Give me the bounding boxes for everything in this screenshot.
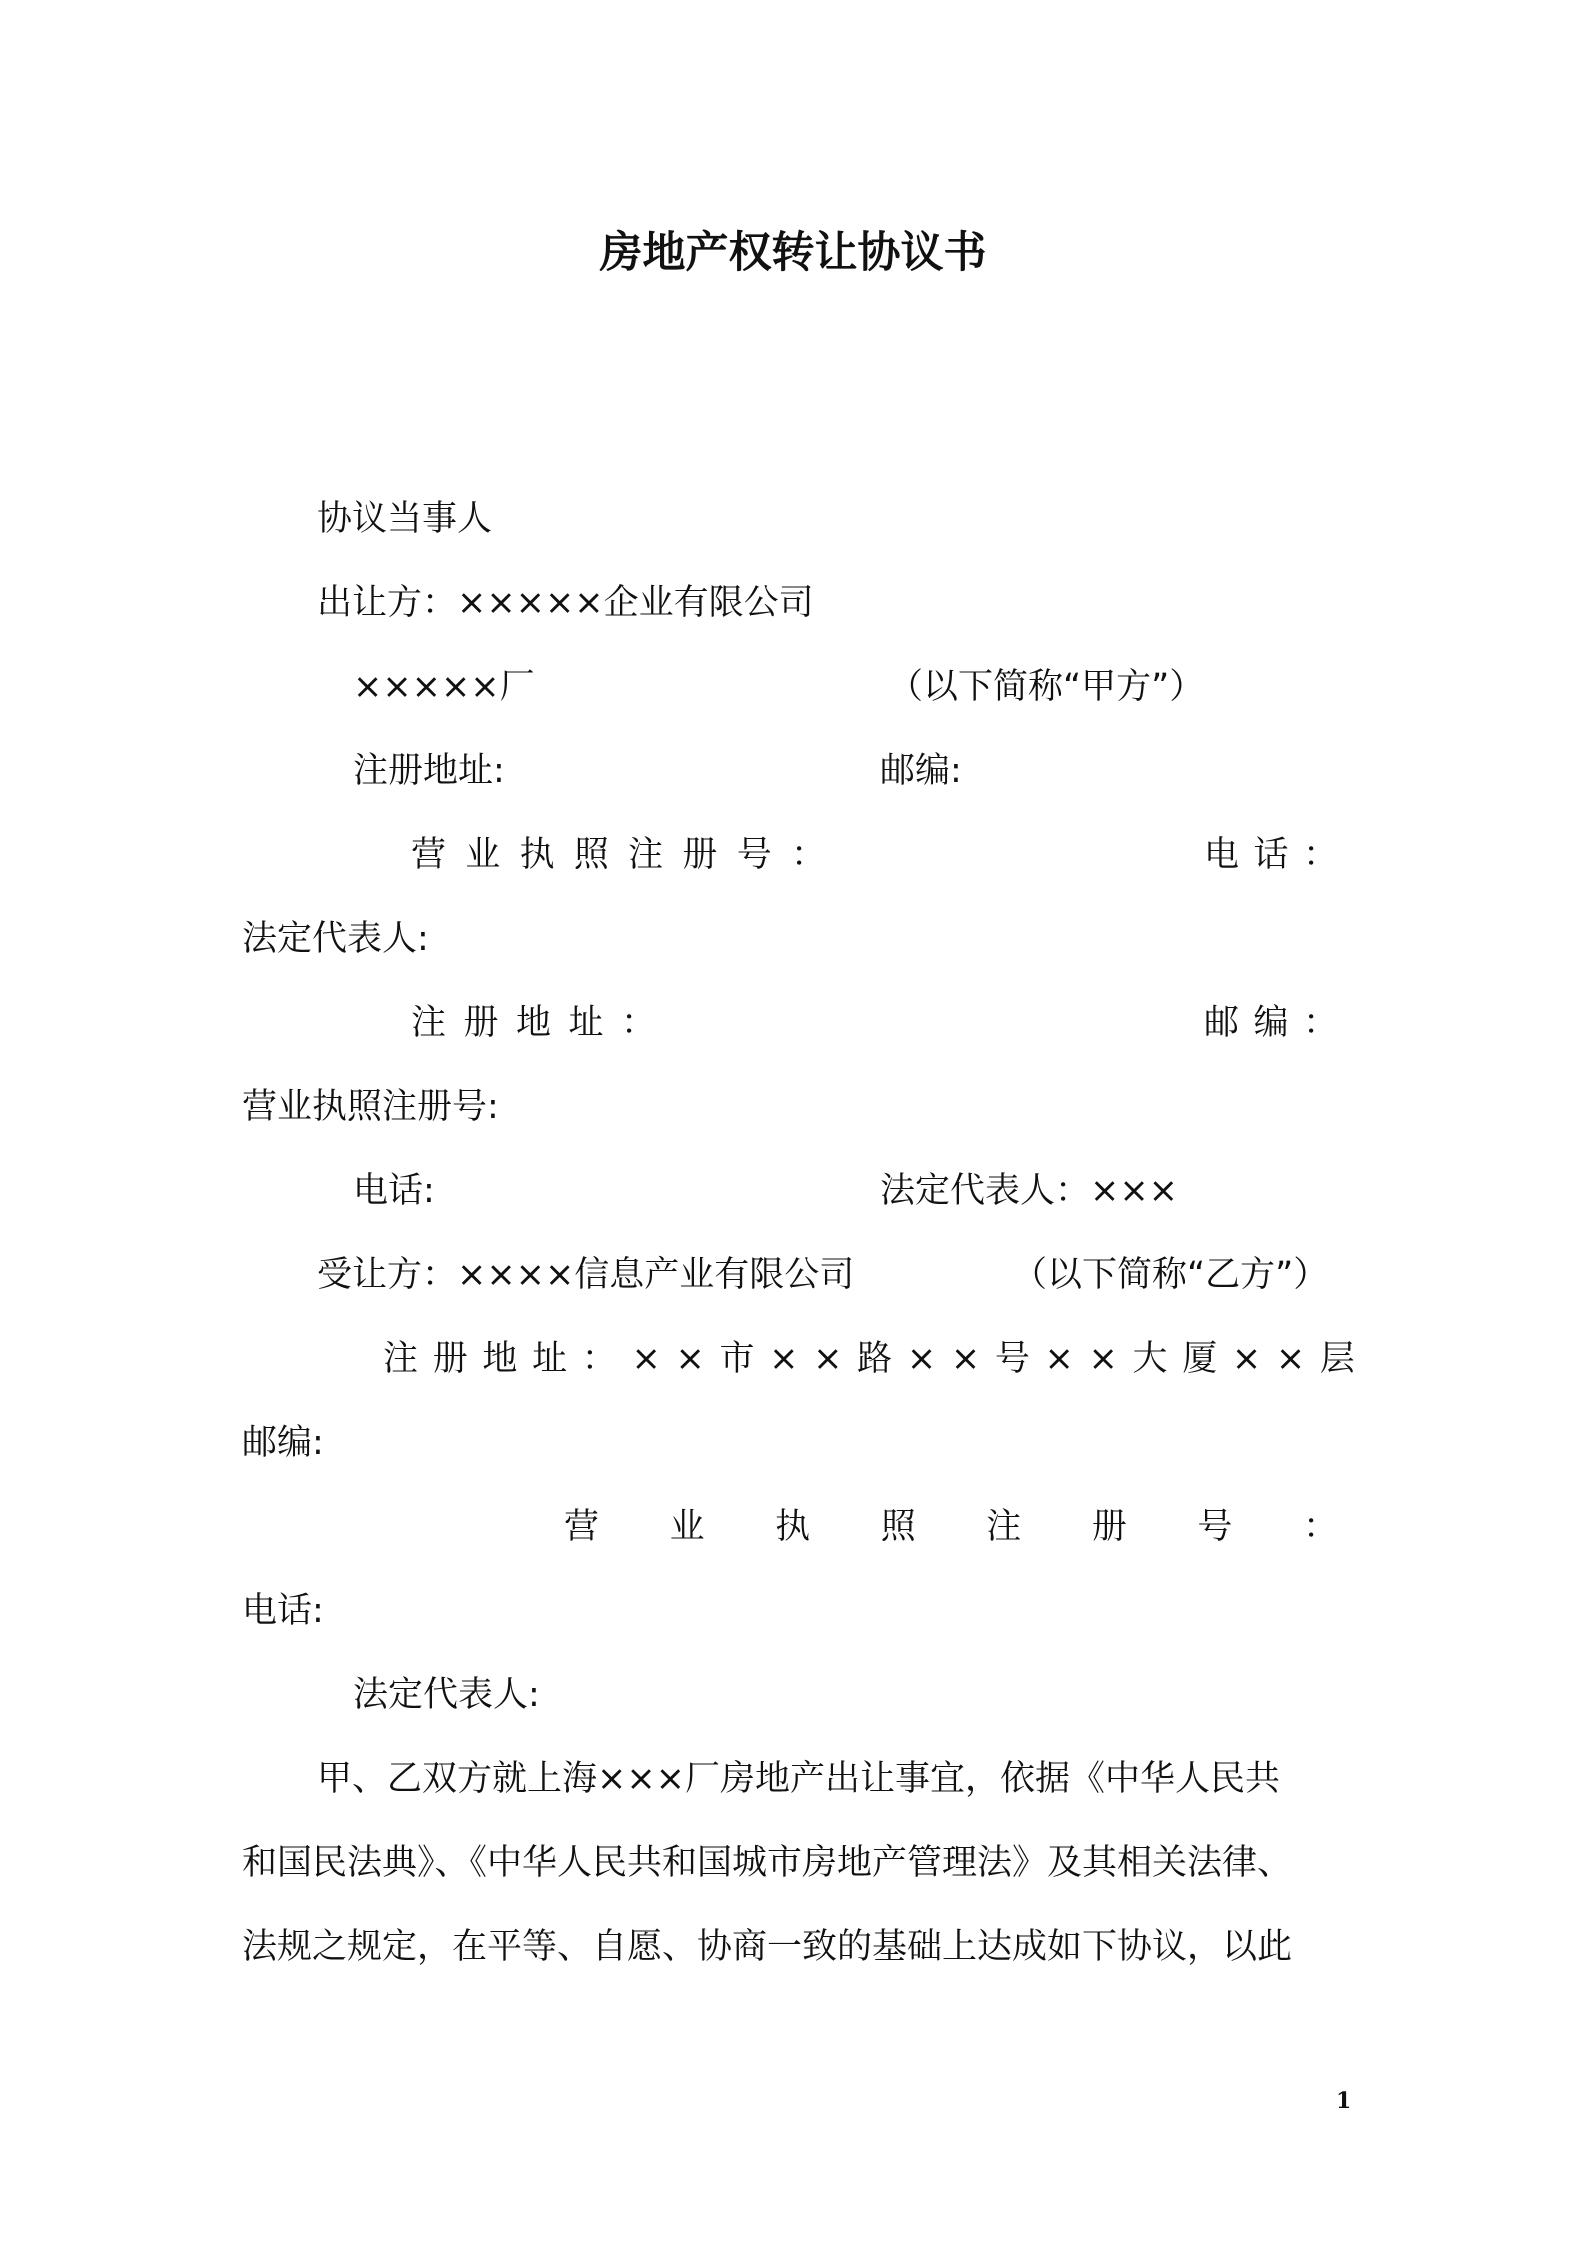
char: ： (1302, 1507, 1338, 1547)
char: × (769, 1339, 799, 1379)
char: ： (581, 1339, 617, 1379)
char: 号 (736, 835, 772, 875)
char: 邮 (1204, 1003, 1240, 1043)
char: 业 (669, 1507, 705, 1547)
transferee-legal-rep: 法定代表人: (353, 1675, 540, 1715)
transferor-phone-label (1204, 833, 1338, 877)
body-line-1: 甲、乙双方就上海×××厂房地产出让事宜，依据《中华人民共 (317, 1759, 1280, 1799)
char: 注 (383, 1339, 419, 1379)
transferee-phone: 电话: (242, 1591, 324, 1631)
char: × (906, 1339, 937, 1379)
char: × (950, 1339, 981, 1379)
char: 册 (463, 1003, 499, 1043)
char: 路 (857, 1339, 893, 1379)
char: 执 (775, 1507, 811, 1547)
char: 电 (1204, 835, 1240, 875)
char: 址 (568, 1003, 604, 1043)
body-line-2: 和国民法典》、《中华人民共和国城市房地产管理法》及其相关法律、 (242, 1843, 1293, 1883)
char: × (631, 1339, 661, 1379)
char: 执 (519, 835, 555, 875)
transferor-phone-2: 电话: (353, 1171, 435, 1211)
char: 注 (628, 835, 664, 875)
char: 编 (1253, 1003, 1289, 1043)
transferor-alias: （以下简称“甲方”） (888, 667, 1205, 707)
char: × (1275, 1339, 1306, 1379)
page-number: 1 (1336, 2088, 1352, 2114)
transferor-license-label (411, 833, 826, 877)
char: × (1231, 1339, 1262, 1379)
char: 市 (719, 1339, 755, 1379)
char: 业 (465, 835, 501, 875)
char: 层 (1319, 1339, 1355, 1379)
transferor-postcode: 邮编: (880, 751, 962, 791)
char: 址 (532, 1339, 568, 1379)
char: 号 (1197, 1507, 1233, 1547)
char: 注 (411, 1003, 447, 1043)
parties-heading: 协议当事人 (317, 499, 493, 539)
transferee-license-label (564, 1505, 1338, 1549)
transferor-reg-address-2 (411, 1001, 656, 1045)
char: 地 (515, 1003, 551, 1043)
transferor-line: 出让方：×××××企业有限公司 (317, 583, 814, 623)
char: 册 (432, 1339, 468, 1379)
char: 话 (1253, 835, 1289, 875)
document-title: 房地产权转让协议书 (599, 228, 987, 278)
char: × (1088, 1339, 1118, 1379)
char: × (813, 1339, 843, 1379)
char: ： (1302, 1003, 1338, 1043)
char: 照 (573, 835, 609, 875)
transferor-legal-rep-2: 法定代表人：××× (880, 1171, 1178, 1211)
transferee-line: 受让方：××××信息产业有限公司 (317, 1255, 855, 1295)
transferor-postcode-2 (1204, 1001, 1338, 1045)
char: × (1044, 1339, 1074, 1379)
transferor-legal-rep: 法定代表人: (242, 919, 429, 959)
transferor-factory: ×××××厂 (353, 667, 535, 707)
body-line-3: 法规之规定，在平等、自愿、协商一致的基础上达成如下协议，以此 (242, 1927, 1293, 1967)
char: 照 (880, 1507, 916, 1547)
char: 地 (482, 1339, 518, 1379)
transferee-reg-address (383, 1337, 1355, 1381)
char: 营 (564, 1507, 600, 1547)
char: 号 (994, 1339, 1030, 1379)
transferee-alias: （以下简称“乙方”） (1012, 1255, 1329, 1295)
char: 营 (411, 835, 447, 875)
transferor-license-2: 营业执照注册号: (242, 1087, 499, 1127)
char: 册 (682, 835, 718, 875)
char: × (675, 1339, 705, 1379)
char: ： (620, 1003, 656, 1043)
char: ： (1302, 835, 1338, 875)
char: ： (790, 835, 826, 875)
char: 大 (1132, 1339, 1168, 1379)
char: 注 (986, 1507, 1022, 1547)
char: 厦 (1182, 1339, 1218, 1379)
transferee-postcode: 邮编: (242, 1423, 324, 1463)
transferor-reg-address: 注册地址: (353, 751, 505, 791)
char: 册 (1091, 1507, 1127, 1547)
